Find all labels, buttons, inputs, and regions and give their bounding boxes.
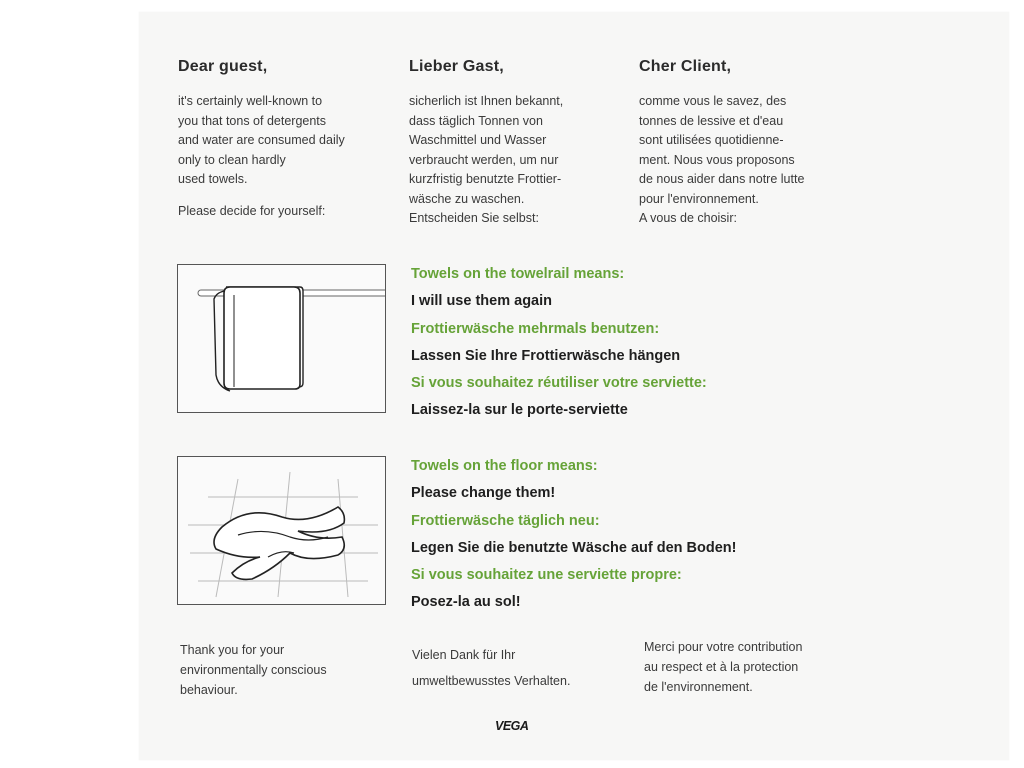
floor-text-german: Legen Sie die benutzte Wäsche auf den Boden! [411, 539, 737, 556]
towelrail-text-german: Lassen Sie Ihre Frottierwäsche hängen [411, 347, 681, 364]
decide-english: Please decide for yourself: [178, 203, 326, 218]
floor-instructions [411, 453, 851, 617]
towelrail-text-french: Laissez-la sur le porte-serviette [411, 402, 628, 419]
intro-french: comme vous le savez, des tonnes de lessive et d'eau sont utilisées quotidienne- ment. Nous vous proposons de nous aider dans notre lutte pour l'environnement. [639, 94, 805, 206]
towelrail-text-english: I will use them again [411, 293, 553, 310]
towelrail-title-english: Towels on the towelrail means: [411, 266, 625, 282]
thanks-english: Thank you for your environmentally conscious behaviour. [180, 643, 327, 697]
decide-german: Entscheiden Sie selbst: [409, 211, 539, 225]
towelrail-title-german: Frottierwäsche mehrmals benutzen: [411, 320, 660, 337]
heading-german: Lieber Gast, [409, 58, 504, 75]
decide-french: A vous de choisir: [639, 211, 737, 225]
towel-floor-icon [178, 457, 385, 604]
thanks-french: Merci pour votre contribution au respect et à la protection de l'environnement. [644, 640, 803, 694]
thanks-german: Vielen Dank für Ihr umweltbewusstes Verhalten. [412, 648, 571, 688]
heading-english: Dear guest, [178, 58, 268, 75]
towel-on-rail-illustration [177, 264, 386, 413]
towelrail-title-french: Si vous souhaitez réutiliser votre serviette: [411, 375, 707, 392]
vega-logo: VEGA [495, 719, 529, 733]
towelrail-instructions [411, 261, 851, 425]
intro-english: it's certainly well-known to you that tons of detergents and water are consumed daily only to clean hardly used towels. [178, 94, 345, 186]
floor-text-english: Please change them! [411, 485, 556, 502]
column-german [409, 58, 624, 229]
towel-on-floor-illustration [177, 456, 386, 605]
floor-title-french: Si vous souhaitez une serviette propre: [411, 567, 682, 584]
column-english [178, 58, 393, 221]
floor-title-english: Towels on the floor means: [411, 458, 598, 474]
towel-rail-icon [178, 265, 385, 412]
column-french [639, 58, 854, 229]
card [139, 12, 1009, 760]
floor-title-german: Frottierwäsche täglich neu: [411, 512, 600, 529]
heading-french: Cher Client, [639, 58, 732, 75]
floor-text-french: Posez-la au sol! [411, 594, 521, 611]
intro-german: sicherlich ist Ihnen bekannt, dass täglich Tonnen von Waschmittel und Wasser verbraucht werden, um nur kurzfristig benutzte Frottier- wäsche zu waschen. [409, 94, 564, 206]
